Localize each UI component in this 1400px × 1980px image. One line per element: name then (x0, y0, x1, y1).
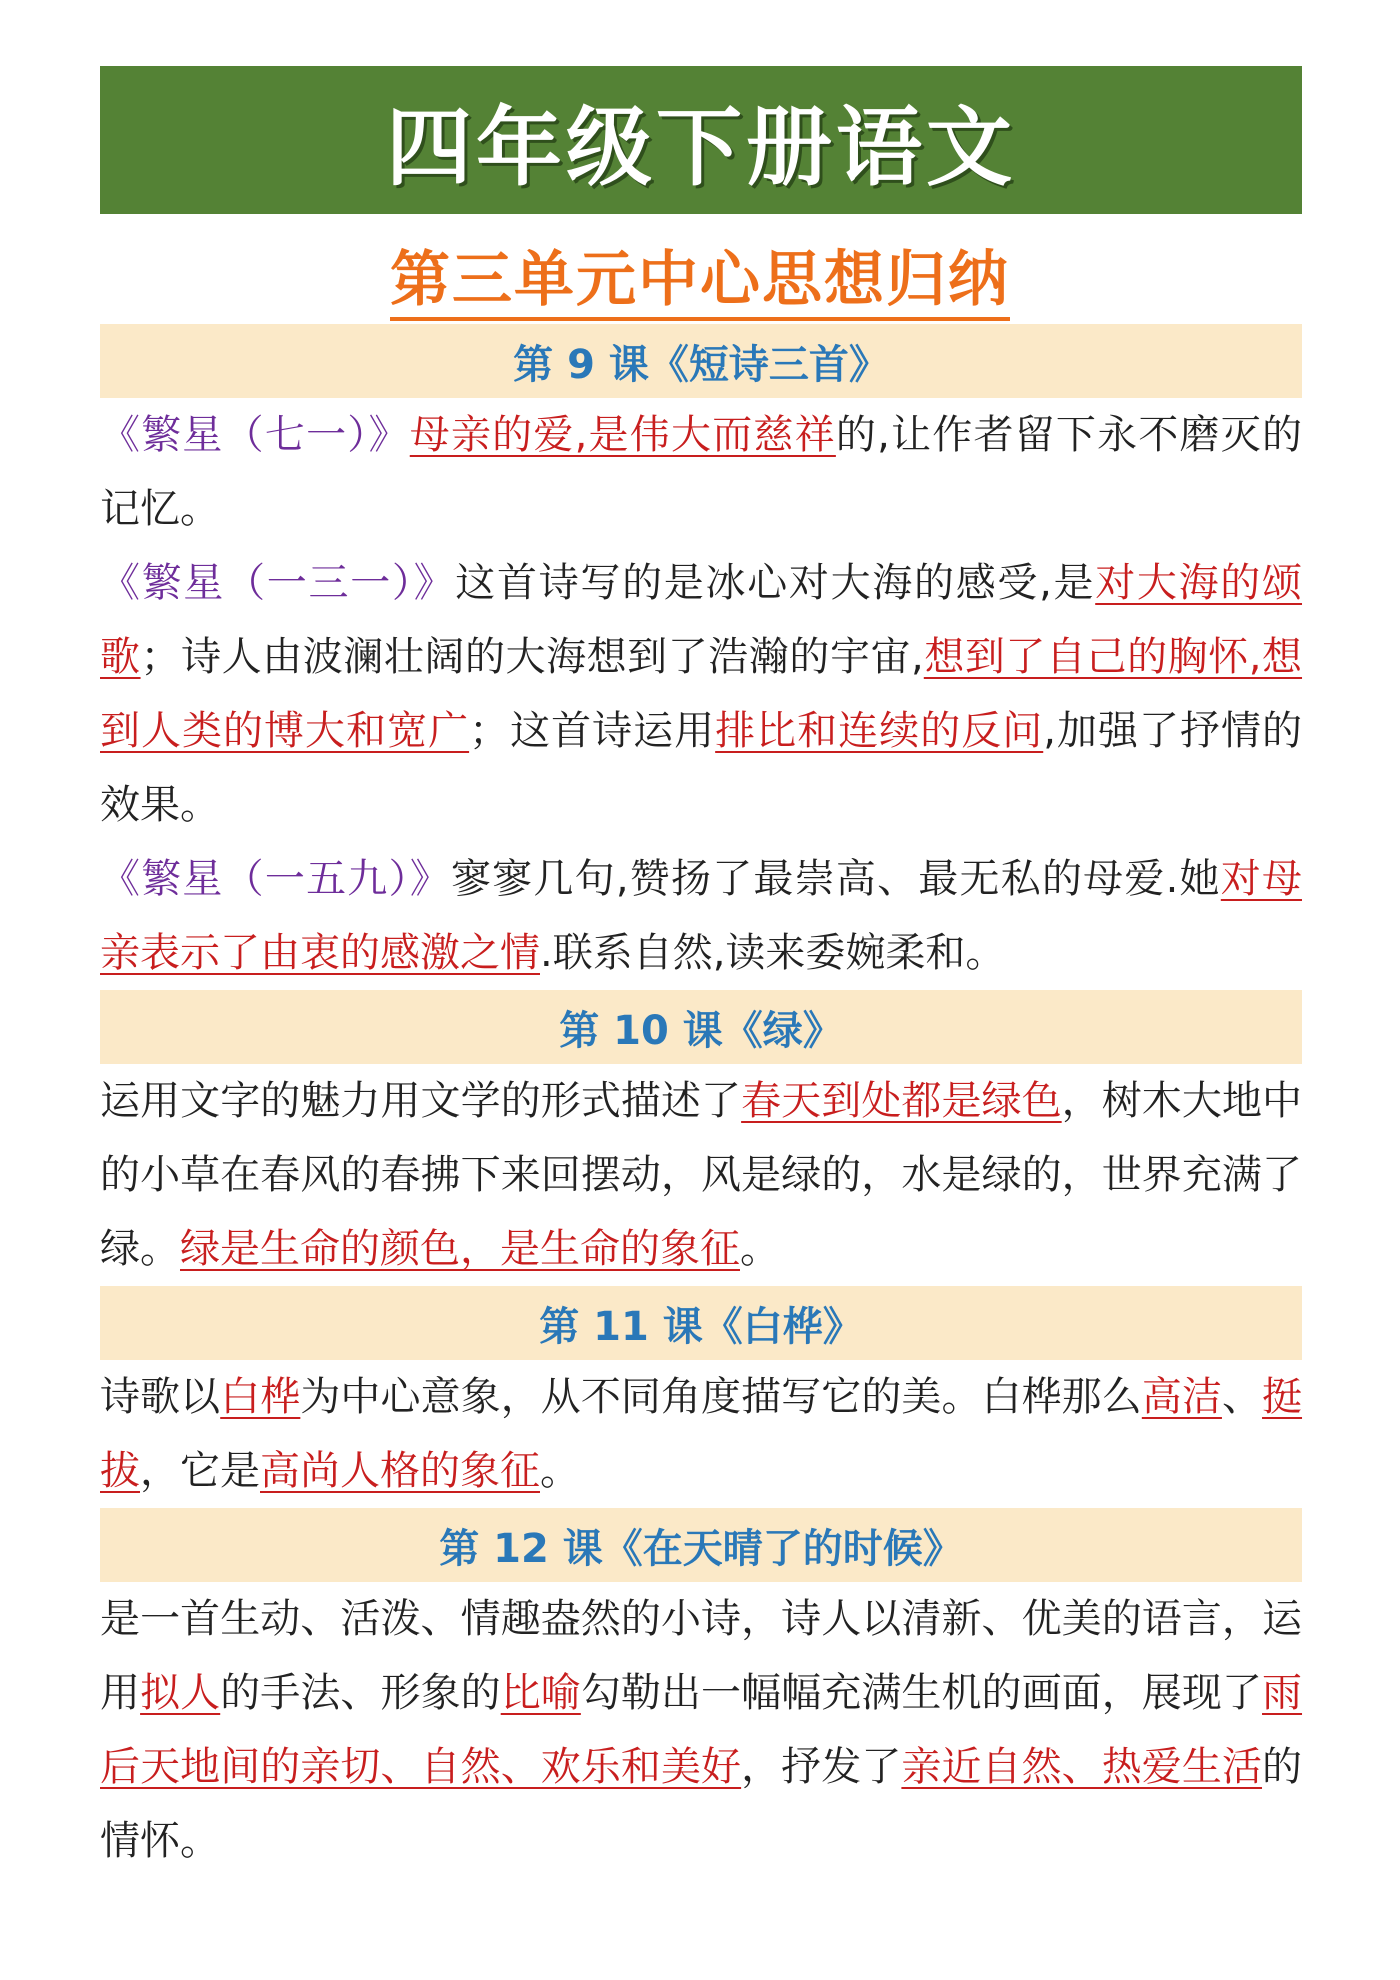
highlighted-phrase: 母亲的爱,是伟大而慈祥 (409, 412, 836, 458)
title-banner (100, 66, 1302, 214)
body-text: 。 (540, 1448, 580, 1494)
lesson-paragraph (100, 546, 1302, 842)
body-text: .联系自然,读来委婉柔和。 (540, 930, 1006, 976)
highlighted-phrase: 对大海的颂歌 (100, 560, 1303, 680)
body-text: 勾勒出一幅幅充满生机的画面，展现了 (580, 1670, 1263, 1716)
page-title: 四年级下册语文 (386, 98, 1016, 198)
poem-title: 《繁星（一三一）》 (100, 560, 456, 606)
body-text: ,加强了抒情的效果。 (100, 708, 1303, 828)
highlighted-phrase: 春天到处都是绿色 (741, 1078, 1062, 1124)
highlighted-phrase: 排比和连续的反问 (715, 708, 1044, 754)
highlighted-phrase: 对母亲表示了由衷的感激之情 (100, 856, 1302, 976)
highlighted-phrase: 想到了自己的胸怀,想到人类的博大和宽广 (100, 634, 1303, 754)
lesson-heading: 第 11 课《白桦》 (100, 1286, 1302, 1360)
lesson-paragraph (100, 1360, 1302, 1508)
body-text: 寥寥几句,赞扬了最崇高、最无私的母爱.她 (450, 856, 1221, 902)
lesson-heading: 第 12 课《在天晴了的时候》 (100, 1508, 1302, 1582)
highlighted-phrase: 高洁 (1141, 1374, 1222, 1420)
body-text: ，它是 (140, 1448, 260, 1494)
lesson-paragraph (100, 1582, 1302, 1878)
body-text: 是一首生动、活泼、情趣盎然的小诗，诗人以清新、优美的语言，运用 (100, 1596, 1302, 1716)
lesson-paragraph (100, 1064, 1302, 1286)
body-text: 。 (740, 1226, 780, 1272)
highlighted-phrase: 亲近自然、热爱生活 (901, 1744, 1263, 1790)
body-text: ，抒发了 (741, 1744, 902, 1790)
lesson-content (100, 324, 1302, 1878)
body-text: 的手法、形象的 (220, 1670, 501, 1716)
body-text: ，树木大地中的小草在春风的春拂下来回摆动，风是绿的，水是绿的，世界充满了绿。 (100, 1078, 1303, 1272)
highlighted-phrase: 挺拔 (100, 1374, 1303, 1494)
body-text: 的,让作者留下永不磨灭的记忆。 (100, 412, 1302, 532)
body-text: ；这首诗运用 (469, 708, 716, 754)
lesson-paragraph (100, 398, 1302, 546)
lesson-paragraph (100, 842, 1302, 990)
body-text: 诗歌以 (100, 1374, 221, 1420)
highlighted-phrase: 绿是生命的颜色，是生命的象征 (180, 1226, 740, 1272)
highlighted-phrase: 雨后天地间的亲切、自然、欢乐和美好 (100, 1670, 1303, 1790)
lesson-heading: 第 10 课《绿》 (100, 990, 1302, 1064)
body-text: 、 (1221, 1374, 1263, 1420)
subtitle-wrap (0, 232, 1400, 318)
lesson-heading: 第 9 课《短诗三首》 (100, 324, 1302, 398)
body-text: 的情怀。 (100, 1744, 1303, 1864)
body-text: 运用文字的魅力用文学的形式描述了 (100, 1078, 742, 1124)
highlighted-phrase: 比喻 (500, 1670, 581, 1716)
highlighted-phrase: 拟人 (140, 1670, 221, 1716)
poem-title: 《繁星（一五九）》 (100, 856, 451, 902)
unit-subtitle: 第三单元中心思想归纳 (390, 245, 1010, 321)
body-text: 为中心意象，从不同角度描写它的美。白桦那么 (300, 1374, 1142, 1420)
body-text: 这首诗写的是冰心对大海的感受,是 (455, 560, 1096, 606)
body-text: ；诗人由波澜壮阔的大海想到了浩瀚的宇宙, (140, 634, 924, 680)
highlighted-phrase: 白桦 (220, 1374, 301, 1420)
highlighted-phrase: 高尚人格的象征 (260, 1448, 540, 1494)
poem-title: 《繁星（七一）》 (100, 412, 410, 458)
